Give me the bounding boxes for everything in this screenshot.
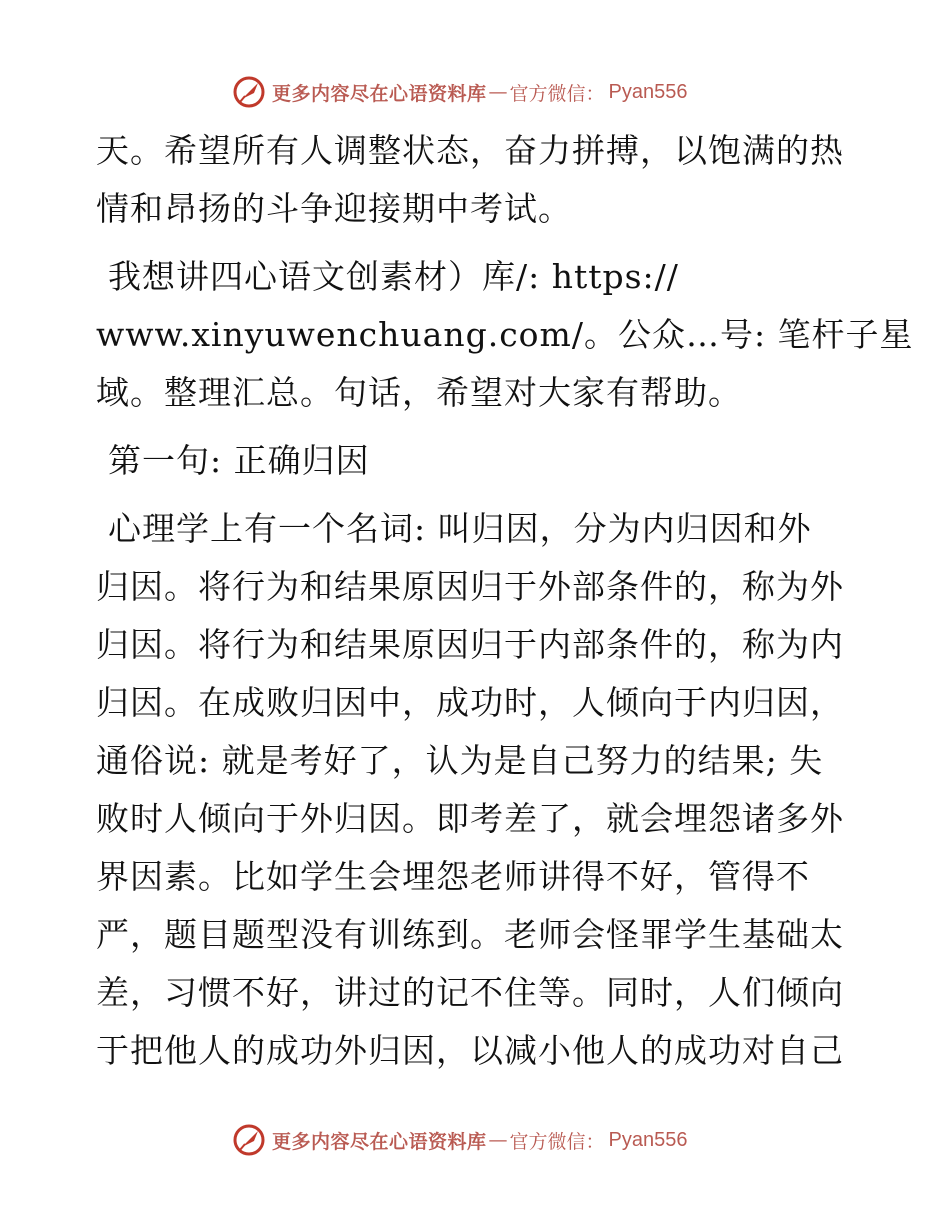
text-line: 归因。将行为和结果原因归于外部条件的，称为外 (96, 567, 844, 606)
footer-banner (232, 1120, 688, 1160)
banner-dash: — (488, 81, 508, 103)
text-line: www.xinyuwenchuang.com/。公众…号: 笔杆子星 (96, 315, 914, 354)
quill-logo-icon (232, 75, 266, 109)
banner-wechat-label: 官方微信： (509, 82, 605, 105)
text-line: 归因。在成败归因中，成功时，人倾向于内归因， (96, 683, 844, 722)
text-line: 严，题目题型没有训练到。老师会怪罪学生基础太 (96, 915, 844, 954)
banner-wechat-id: Pyan556 (608, 80, 688, 103)
paragraph (96, 248, 914, 422)
text-line: 归因。将行为和结果原因归于内部条件的，称为内 (96, 625, 844, 664)
banner-dash: — (488, 1129, 508, 1151)
text-line: 我想讲四心语文创素材）库/: https:// (108, 257, 679, 296)
text-line: 心理学上有一个名词: 叫归因，分为内归因和外 (108, 509, 812, 548)
text-line: 第一句: 正确归因 (108, 441, 370, 480)
paragraph (96, 500, 856, 1080)
paragraph (96, 122, 856, 238)
text-line: 败时人倾向于外归因。即考差了，就会埋怨诸多外 (96, 799, 844, 838)
text-line: 于把他人的成功外归因，以减小他人的成功对自己 (96, 1031, 844, 1070)
text-line: 情和昂扬的斗争迎接期中考试。 (96, 189, 572, 228)
quill-logo-icon (232, 1123, 266, 1157)
document-body (96, 122, 914, 1080)
section-heading (96, 432, 856, 490)
banner-library-text: 更多内容尽在心语资料库 (272, 82, 487, 105)
text-line: 通俗说: 就是考好了，认为是自己努力的结果; 失 (96, 741, 824, 780)
banner-library-text: 更多内容尽在心语资料库 (272, 1130, 487, 1153)
banner-wechat-id: Pyan556 (608, 1128, 688, 1151)
banner-wechat-label: 官方微信： (509, 1130, 605, 1153)
text-line: 域。整理汇总。句话，希望对大家有帮助。 (96, 373, 742, 412)
text-line: 天。希望所有人调整状态，奋力拼搏，以饱满的热 (96, 131, 844, 170)
header-banner (232, 72, 688, 112)
text-line: 差，习惯不好，讲过的记不住等。同时，人们倾向 (96, 973, 844, 1012)
text-line: 界因素。比如学生会埋怨老师讲得不好，管得不 (96, 857, 810, 896)
